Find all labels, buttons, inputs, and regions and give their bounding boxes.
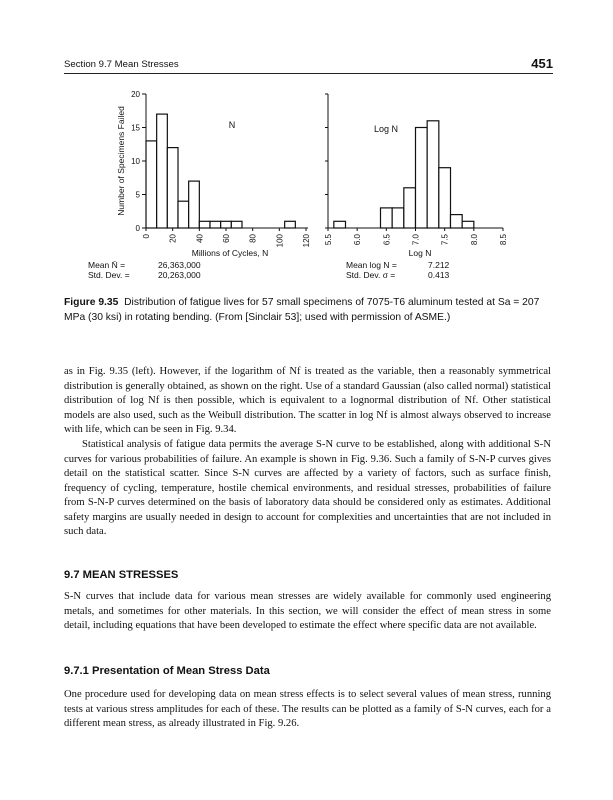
left-stat-value: 26,363,000 (158, 260, 201, 270)
right-x-tick-label: 7.0 (411, 234, 421, 246)
right-bar (404, 188, 416, 228)
left-x-tick-label: 20 (168, 234, 178, 243)
right-stat-label: Std. Dev. σ = (346, 270, 396, 280)
left-bar (146, 141, 157, 228)
right-bar (416, 128, 428, 229)
left-bar (157, 114, 168, 228)
right-bar (392, 208, 404, 228)
left-y-tick-label: 0 (135, 224, 140, 233)
caption-text: Distribution of fatigue lives for 57 small specimens of 7075-T6 aluminum tested at Sa = 207 MPa (30 ksi) in rotating bending. (From [Sinclair 53]; used with permission of ASME.) (64, 297, 540, 323)
left-stat-label: Std. Dev. = (88, 270, 130, 280)
right-bar (427, 121, 439, 228)
right-bar (451, 215, 463, 228)
left-x-tick-label: 120 (302, 234, 311, 248)
left-bar (167, 148, 178, 228)
right-bar (462, 221, 474, 228)
header-rule (64, 73, 553, 74)
left-bar (210, 221, 221, 228)
left-x-tick-label: 40 (195, 234, 205, 243)
right-x-tick-label: 6.0 (353, 234, 363, 246)
right-panel-title: Log N (373, 124, 399, 134)
right-x-axis-label: Log N (408, 248, 432, 258)
left-x-axis-label: Millions of Cycles, N (191, 248, 269, 258)
right-bar (334, 221, 346, 228)
right-x-tick-label: 7.5 (440, 234, 450, 246)
right-stat-value: 7.212 (428, 260, 450, 270)
paragraph-2: Statistical analysis of fatigue data permits the average S-N curve to be established, along with additional S-N curves for various probabilities of failure. An example is shown in Fig. 9.36. Such a family of S-N-P curves gives detail on the statistical scatter. Since S-N curves are affected by a variety of factors, such as surface finish, frequency of cycling, temperature, hostile chemical environments, and residual stresses, probabilities of failure from S-N-P curves determined on the basis of laboratory data should be considered only as estimates. Additional safety margins are usually needed in design to account for complexities and uncertainties that are not included in such data. (64, 439, 551, 537)
left-bar (221, 221, 232, 228)
left-y-tick-label: 5 (135, 190, 140, 200)
right-x-tick-label: 8.5 (499, 234, 508, 246)
left-y-tick-label: 15 (131, 123, 140, 133)
right-bar (381, 208, 393, 228)
left-x-tick-label: 100 (275, 234, 285, 248)
right-x-tick-label: 6.5 (382, 234, 392, 246)
left-y-axis-label: Number of Specimens Failed (116, 106, 126, 216)
right-bar (439, 168, 451, 228)
figure-9-35 (60, 80, 530, 285)
figure-caption (64, 296, 542, 325)
left-x-tick-label: 60 (222, 234, 231, 243)
caption-label: Figure 9.35 (64, 297, 119, 308)
left-panel-title: N (228, 120, 236, 130)
section-heading: 9.7 MEAN STRESSES (64, 569, 179, 581)
paragraph-1: as in Fig. 9.35 (left). However, if the logarithm of Nf is treated as the variable, then a reasonably symmetrical distribution is generally obtained, as shown on the right. Use of a standard Gaussian (also called normal) statistical distribution of log Nf is then possible, which is equivalent to a lognormal distribution of Nf. Other statistical models are also used, such as the Weibull distribution. The scatter in log Nf is almost always observed to increase with life, which can be seen in Fig. 9.34. (64, 366, 551, 435)
right-x-tick-label: 5.5 (324, 234, 333, 246)
left-bar (285, 221, 296, 228)
running-header (64, 58, 553, 74)
paragraph-4: One procedure used for developing data on mean stress effects is to select several values of mean stress, running tests at various stress amplitudes for each of these. The results can be plotted as a family of S-N curves, each for a different mean stress, as already illustrated in Fig. 9.26. (64, 689, 551, 729)
page-number: 451 (531, 56, 553, 71)
left-x-tick-label: 0 (142, 234, 151, 239)
left-stat-label: Mean N̄ = (88, 260, 126, 270)
left-x-tick-label: 80 (248, 234, 258, 243)
left-stat-value: 20,263,000 (158, 270, 201, 280)
left-bar (178, 201, 189, 228)
left-y-tick-label: 20 (131, 90, 140, 99)
section-title: Section 9.7 Mean Stresses (64, 59, 179, 70)
paragraph-3: S-N curves that include data for various mean stresses are widely available for commonly used engineering metals, and sometimes for other materials. In this section, we will consider the effect of mean stress in some detail, including equations that have been developed to estimate the effect where specific data are not available. (64, 591, 551, 631)
left-bar (231, 221, 242, 228)
right-stat-label: Mean log N = (346, 260, 397, 270)
right-stat-value: 0.413 (428, 270, 450, 280)
subsection-heading: 9.7.1 Presentation of Mean Stress Data (64, 665, 270, 677)
left-y-tick-label: 10 (131, 157, 140, 166)
right-x-tick-label: 8.0 (469, 234, 479, 246)
left-bar (189, 181, 200, 228)
left-bar (199, 221, 210, 228)
